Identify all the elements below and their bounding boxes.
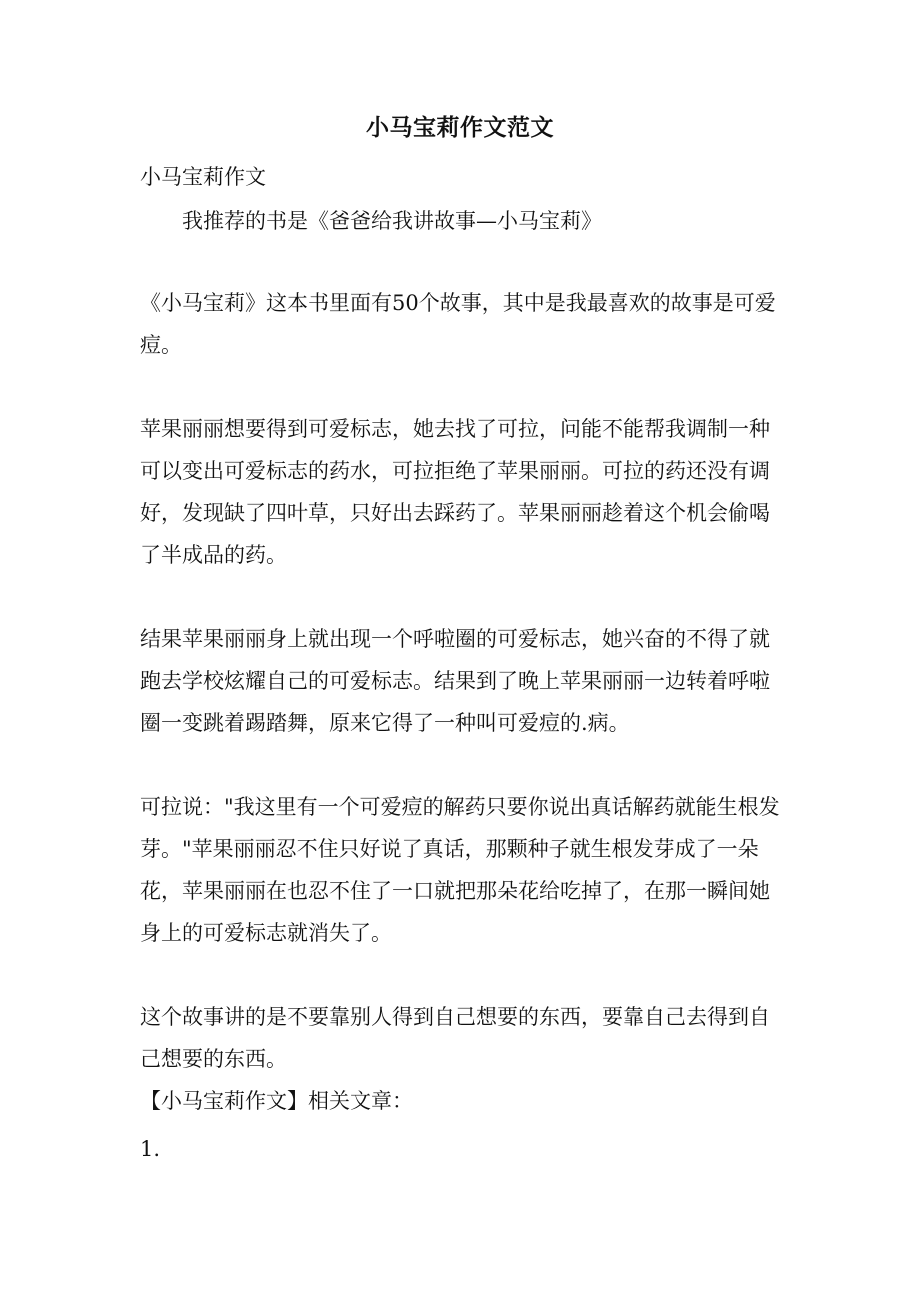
essay-subtitle: 小马宝莉作文: [140, 165, 266, 189]
related-articles-heading: 【小马宝莉作文】相关文章：: [140, 1089, 413, 1113]
document-title: 小马宝莉作文范文: [366, 114, 554, 141]
essay-intro: 我推荐的书是《爸爸给我讲故事—小马宝莉》: [182, 209, 602, 233]
essay-paragraph-1: 《小马宝莉》这本书里面有50个故事，其中是我最喜欢的故事是可爱痘。: [140, 291, 776, 357]
essay-paragraph-2: 苹果丽丽想要得到可爱标志，她去找了可拉，问能不能帮我调制一种可以变出可爱标志的药水，可拉拒绝了苹果丽丽。可拉的药还没有调好，发现缺了四叶草，只好出去踩药了。苹果丽丽趁着这个机会偷喝了半成品的药。: [140, 417, 770, 567]
related-article-item-1: 1.: [140, 1137, 161, 1161]
essay-paragraph-5: 这个故事讲的是不要靠别人得到自己想要的东西，要靠自己去得到自己想要的东西。: [140, 1005, 770, 1071]
essay-paragraph-4: 可拉说："我这里有一个可爱痘的解药只要你说出真话解药就能生根发芽。"苹果丽丽忍不住只好说了真话，那颗种子就生根发芽成了一朵花，苹果丽丽在也忍不住了一口就把那朵花给吃掉了，在那一瞬间她身上的可爱标志就消失了。: [140, 795, 780, 945]
essay-paragraph-3: 结果苹果丽丽身上就出现一个呼啦圈的可爱标志，她兴奋的不得了就跑去学校炫耀自己的可爱标志。结果到了晚上苹果丽丽一边转着呼啦圈一变跳着踢踏舞，原来它得了一种叫可爱痘的.病。: [140, 627, 770, 735]
